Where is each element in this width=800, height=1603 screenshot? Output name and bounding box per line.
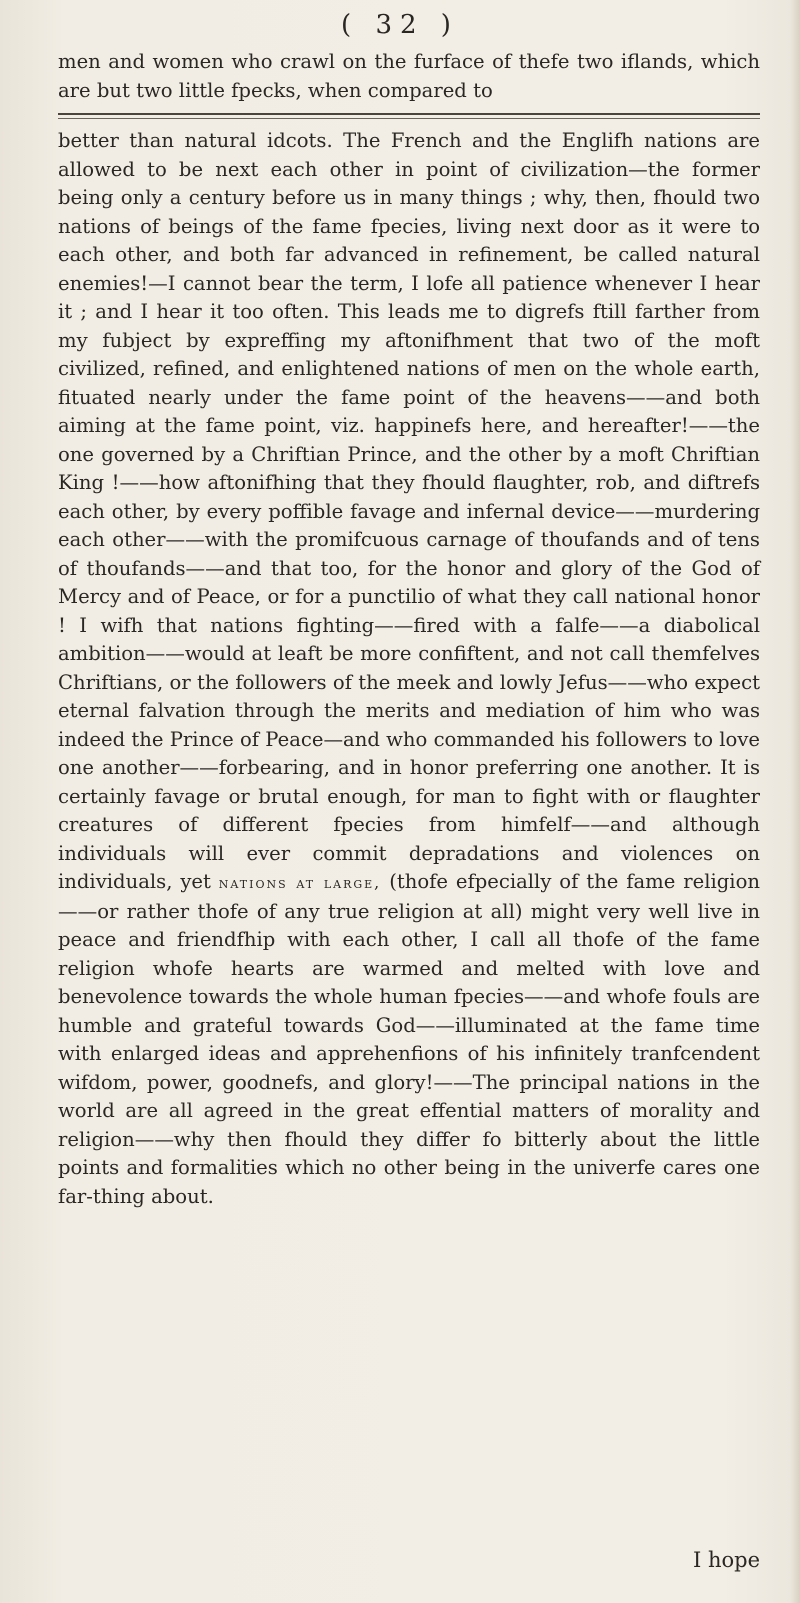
paragraph-text-part-1: better than natural idcots. The French and the Englifh nations are allowed to be next each other in point of civilization—the former being only a century before us in many things ; why, then, fhould two nations of beings of the fame fpecies, living next door as it were to each other, and both far advanced in refinement, be called natural enemies!—I cannot bear the term, I lofe all patience whenever I hear it ; and I hear it too often. This leads me to digrefs ftill farther from my fubject by expreffing my aftonifhment that two of the moft civilized, refined, and enlightened nations of men on the whole earth, fituated nearly under the fame point of the heavens——and both aiming at the fame point, viz. happinefs here, and hereafter!——the one governed by a Chriftian Prince, and the other by a moft Chriftian King !——how aftonifhing that they fhould flaughter, rob, and diftrefs each other, by every poffible favage and infernal device——murdering each other——with the promifcuous carnage of thoufands and of tens of thoufands——and that too, for the honor and glory of the God of Mercy and of Peace, or for a punctilio of what they call national honor ! I wifh that nations fighting——fired with a falfe——a diabolical ambition——would at leaft be more confiftent, and not call themfelves Chriftians, or the followers of the meek and lowly Jefus——who expect eternal falvation through the merits and mediation of him who was indeed the Prince of Peace—and who commanded his followers to love one another——forbearing, and in honor preferring one another. It is certainly favage or brutal enough, for man to fight with or flaughter creatures of different fpecies from himfelf——and although individuals will ever commit depradations and violences on individuals, yet xyxy=(58,129,760,893)
page-edge-shadow xyxy=(790,0,800,1603)
main-paragraph xyxy=(58,127,760,1211)
section-divider xyxy=(58,113,760,115)
paragraph-text-part-2: (thofe efpecially of the fame religion——or rather thofe of any true religion at all) might very well live in peace and friendfhip with each other, I call all thofe of the fame religion whofe hearts are warmed and melted with love and benevolence towards the whole human fpecies——and whofe fouls are humble and grateful towards God——illuminated at the fame time with enlarged ideas and apprehenfions of his infinitely tranfcendent wifdom, power, goodnefs, and glory!——The principal nations in the world are all agreed in the great effential matters of morality and religion——why then fhould they differ fo bitterly about the little points and formalities which no other being in the univerfe cares one far-thing about. xyxy=(58,870,760,1208)
section-divider-thin xyxy=(58,118,760,119)
catchword: I hope xyxy=(692,1548,760,1572)
small-caps-phrase: nations at large, xyxy=(218,873,382,892)
page-number: ( 32 ) xyxy=(341,10,459,40)
top-paragraph-fragment: men and women who crawl on the furface of thefe two iflands, which are but two little fpecks, when compared to xyxy=(58,50,760,102)
